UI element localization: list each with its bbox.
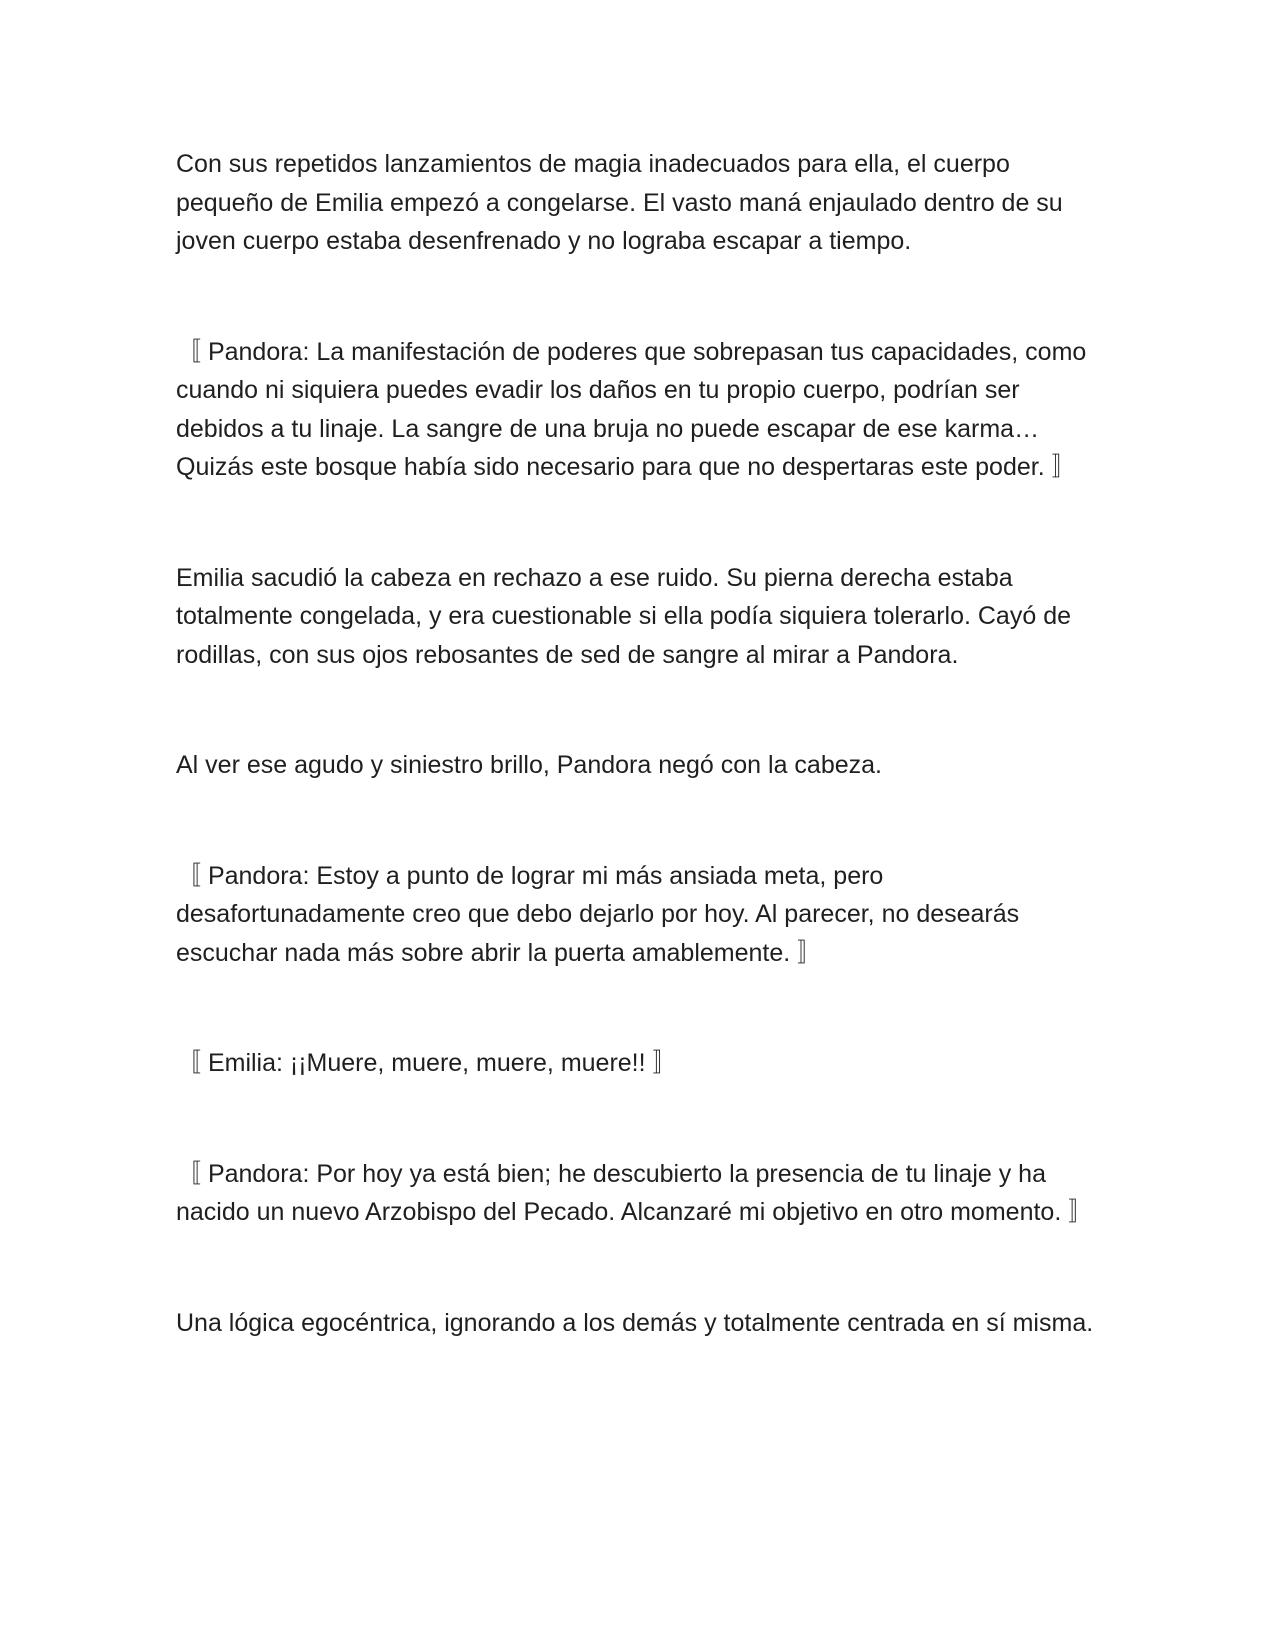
paragraph-7-dialogue-pandora: 〚 Pandora: Por hoy ya está bien; he descubierto la presencia de tu linaje y ha nacido un nuevo Arzobispo del Pecado. Alcanzaré mi objetivo en otro momento. 〛 <box>176 1159 1094 1226</box>
paragraph-8: Una lógica egocéntrica, ignorando a los demás y totalmente centrada en sí misma. <box>176 1308 1094 1337</box>
paragraph-3: Emilia sacudió la cabeza en rechazo a ese ruido. Su pierna derecha estaba totalmente congelada, y era cuestionable si ella podía siquiera tolerarlo. Cayó de rodillas, con sus ojos rebosantes de sed de sangre al mirar a Pandora. <box>176 563 1071 669</box>
paragraph-5-dialogue-pandora: 〚 Pandora: Estoy a punto de lograr mi más ansiada meta, pero desafortunadamente creo que debo dejarlo por hoy. Al parecer, no desearás escuchar nada más sobre abrir la puerta amablemente. 〛 <box>176 861 1020 967</box>
paragraph-spacer <box>176 674 1106 746</box>
paragraph-2-dialogue-pandora: 〚 Pandora: La manifestación de poderes que sobrepasan tus capacidades, como cuando ni siquiera puedes evadir los daños en tu propio cuerpo, podrían ser debidos a tu linaje. La sangre de una bruja no puede escapar de ese karma… Quizás este bosque había sido necesario para que no despertaras este poder. 〛 <box>176 337 1087 481</box>
document-body <box>176 145 1106 1342</box>
paragraph-6-dialogue-emilia: 〚 Emilia: ¡¡Muere, muere, muere, muere!! 〛 <box>176 1049 678 1077</box>
paragraph-spacer <box>176 487 1106 559</box>
paragraph-spacer <box>176 785 1106 857</box>
paragraph-spacer <box>176 261 1106 333</box>
paragraph-spacer <box>176 1083 1106 1155</box>
paragraph-1: Con sus repetidos lanzamientos de magia inadecuados para ella, el cuerpo pequeño de Emilia empezó a congelarse. El vasto maná enjaulado dentro de su joven cuerpo estaba desenfrenado y no lograba escapar a tiempo. <box>176 150 1063 255</box>
paragraph-4: Al ver ese agudo y siniestro brillo, Pandora negó con la cabeza. <box>176 751 882 779</box>
paragraph-spacer <box>176 1232 1106 1304</box>
paragraph-spacer <box>176 972 1106 1044</box>
